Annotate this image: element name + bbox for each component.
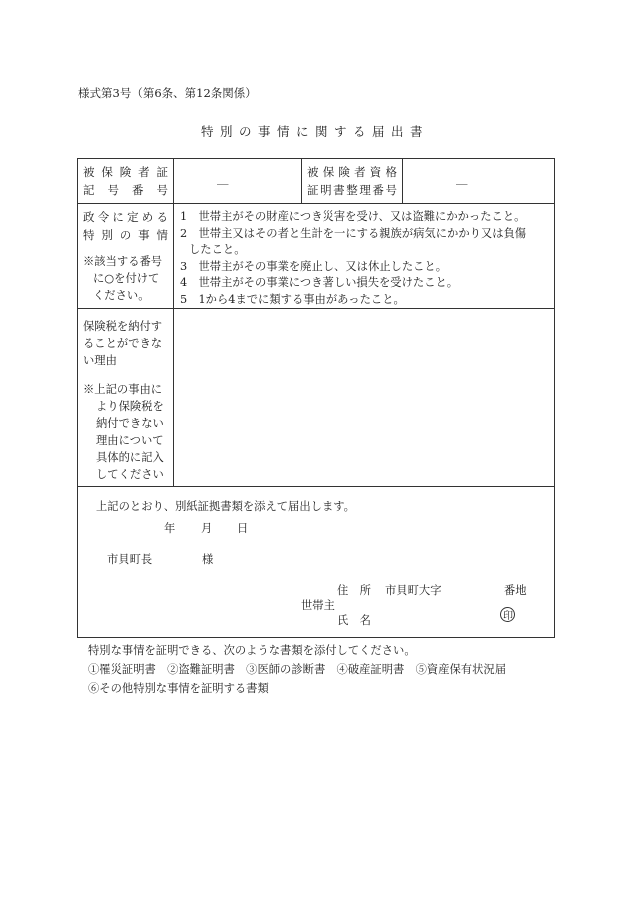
name-label: 氏 名 xyxy=(337,614,371,627)
address-value: 市貝町大字 xyxy=(385,584,442,597)
row-divider xyxy=(77,308,555,309)
circumstance-options xyxy=(180,209,552,308)
form-number: 様式第3号（第6条、第12条関係） xyxy=(78,86,257,100)
date-year: 年 xyxy=(164,522,176,535)
reason-note: より保険税を xyxy=(96,400,164,413)
attachment-list: ①罹災証明書 ②盗難証明書 ③医師の診断書 ④破産証明書 ⑤資産保有状況届 xyxy=(88,663,506,676)
qualification-value: ＿ xyxy=(456,172,468,186)
special-circumstances-note: ※該当する番号 xyxy=(83,255,163,268)
declaration-statement: 上記のとおり、別紙証拠書類を添えて届出します。 xyxy=(96,500,355,513)
qualification-label: 被保険者資格 xyxy=(307,165,397,179)
column-divider xyxy=(402,158,403,203)
addressee: 市貝町長 xyxy=(107,553,153,566)
qualification-label: 証明書整理番号 xyxy=(307,183,397,197)
special-circumstances-note: に○を付けて xyxy=(93,272,160,285)
row-divider xyxy=(77,486,555,487)
special-circumstances-label: 政令に定める xyxy=(83,210,168,224)
circumstance-option[interactable]: 3 世帯主がその事業を廃止し、又は休止したこと。 xyxy=(180,259,448,273)
insured-id-label: 被保険者証 xyxy=(83,165,168,179)
row-divider xyxy=(77,203,555,204)
reason-label: ることができな xyxy=(83,337,163,350)
insured-id-value: ＿ xyxy=(217,172,229,186)
date-month: 月 xyxy=(201,522,213,535)
document-title: 特別の事情に関する届出書 xyxy=(200,124,429,139)
reason-note: 納付できない xyxy=(96,417,164,430)
attachment-instruction: 特別な事情を証明できる、次のような書類を添付してください。 xyxy=(88,644,416,657)
reason-note: してください xyxy=(96,468,164,481)
address-suffix: 番地 xyxy=(504,584,527,597)
reason-note: 具体的に記入 xyxy=(96,451,164,464)
column-divider xyxy=(301,158,302,203)
insured-id-label: 記号番号 xyxy=(83,183,168,197)
reason-note: 理由について xyxy=(96,434,164,447)
reason-label: 保険税を納付す xyxy=(83,320,163,333)
special-circumstances-note: ください。 xyxy=(93,289,150,302)
circumstance-option[interactable]: 2 世帯主又はその者と生計を一にする親族が病気にかかり又は負傷 xyxy=(180,226,527,240)
column-divider xyxy=(173,158,174,486)
seal-mark: 印 xyxy=(503,611,513,622)
date-day: 日 xyxy=(237,522,249,535)
reason-label: い理由 xyxy=(83,354,117,367)
attachment-list: ⑥その他特別な事情を証明する書類 xyxy=(88,682,269,695)
reason-note: ※上記の事由に xyxy=(83,383,163,396)
circumstance-option[interactable]: 4 世帯主がその事業につき著しい損失を受けたこと。 xyxy=(180,276,459,289)
circumstance-option-continued: したこと。 xyxy=(189,243,246,256)
honorific: 様 xyxy=(202,553,214,566)
householder-label: 世帯主 xyxy=(301,599,335,612)
circumstance-option[interactable]: 5 1から4までに類する事由があったこと。 xyxy=(180,292,405,306)
address-label: 住 所 xyxy=(337,584,371,597)
circumstance-option[interactable]: 1 世帯主がその財産につき災害を受け、又は盗難にかかったこと。 xyxy=(180,210,526,223)
reason-input-area[interactable] xyxy=(175,310,553,484)
special-circumstances-label: 特別の事情 xyxy=(83,228,168,242)
